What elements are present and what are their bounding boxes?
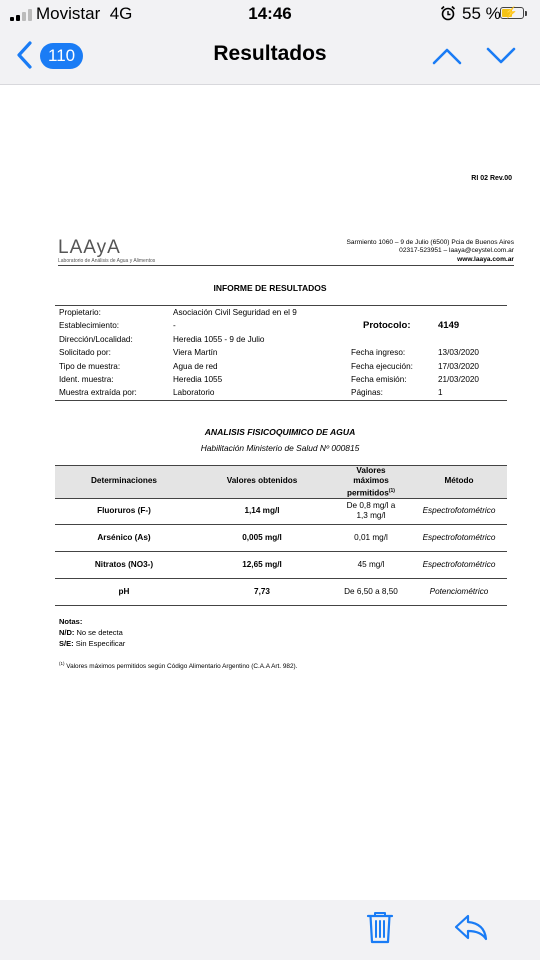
row2-determinacion: Arsénico (As) — [97, 533, 151, 542]
laaya-logo — [58, 237, 155, 264]
notes-title: Notas: — [59, 617, 83, 626]
row4-valor: 7,73 — [254, 587, 270, 596]
tipo-muestra-value: Agua de red — [173, 362, 218, 371]
lab-address — [346, 239, 514, 264]
row3-maximo: 45 mg/l — [357, 560, 385, 569]
charging-bolt-icon: ⚡ — [504, 7, 518, 19]
address-line-2: 02317-523951 – laaya@ceystel.com.ar — [399, 247, 514, 255]
row3-metodo: Espectrofotométrico — [422, 560, 496, 569]
revision-code: RI 02 Rev.00 — [471, 175, 512, 182]
protocolo-label: Protocolo: — [363, 320, 411, 331]
header-metodo: Método — [444, 476, 474, 485]
battery-percent: 55 % — [462, 4, 501, 23]
row2-metodo: Espectrofotométrico — [422, 533, 496, 542]
note-nd-value: No se detecta — [76, 628, 123, 637]
footnote-sup: (1) — [59, 661, 65, 666]
back-count-badge[interactable]: 110 — [40, 43, 83, 69]
header-valores-maximos — [331, 466, 411, 499]
tipo-muestra-label: Tipo de muestra: — [59, 362, 121, 371]
row1-determinacion: Fluoruros (F-) — [97, 506, 151, 515]
row2-divider — [55, 551, 507, 552]
row1-maximo — [331, 501, 411, 521]
info-top-rule — [55, 305, 507, 306]
establecimiento-label: Establecimiento: — [59, 321, 120, 330]
row1-maximo-line2: 1,3 mg/l — [356, 511, 386, 520]
footnote — [59, 661, 297, 670]
note-nd — [59, 628, 123, 637]
fecha-ejecucion-value: 17/03/2020 — [438, 362, 479, 371]
header-maximos-line1: Valores — [356, 466, 386, 475]
row1-maximo-line1: De 0,8 mg/l a — [346, 501, 396, 510]
row3-divider — [55, 578, 507, 579]
header-maximos-line2: máximos — [353, 476, 389, 485]
establecimiento-value: - — [173, 321, 176, 330]
header-maximos-line3: permitidos$^{(1)}$ — [347, 488, 395, 498]
note-se — [59, 639, 125, 648]
header-divider — [58, 265, 514, 266]
fecha-emision-label: Fecha emisión: — [351, 375, 407, 384]
row3-determinacion: Nitratos (NO3-) — [94, 560, 154, 569]
network-type: 4G — [109, 4, 133, 23]
info-bottom-rule — [55, 400, 507, 401]
battery-tip — [525, 11, 527, 16]
protocolo-value: 4149 — [438, 320, 460, 331]
trash-icon[interactable] — [365, 910, 395, 944]
address-line-1: Sarmiento 1060 – 9 de Julio (6500) Pcia de Buenos Aires — [346, 239, 514, 246]
row2-maximo: 0,01 mg/l — [354, 533, 388, 542]
logo-subtitle: Laboratorio de Análisis de Agua y Alimentos — [58, 258, 156, 264]
row4-determinacion: pH — [118, 587, 130, 596]
fecha-ingreso-label: Fecha ingreso: — [351, 348, 406, 357]
propietario-label: Propietario: — [59, 308, 101, 317]
reply-icon[interactable] — [454, 912, 488, 942]
direccion-label: Dirección/Localidad: — [59, 335, 133, 344]
note-se-key: S/E: — [59, 639, 74, 648]
paginas-label: Páginas: — [351, 388, 383, 397]
alarm-clock-icon — [440, 5, 456, 21]
ident-muestra-value: Heredia 1055 — [173, 375, 223, 384]
table-bottom-rule — [55, 605, 507, 606]
propietario-value: Asociación Civil Seguridad en el 9 — [173, 308, 297, 317]
paginas-value: 1 — [438, 388, 443, 397]
navigation-bar — [0, 28, 540, 85]
bottom-toolbar — [0, 900, 540, 960]
habilitacion-text: Habilitación Ministerio de Salud Nº 000815 — [200, 443, 360, 453]
previous-message-chevron-up-icon[interactable] — [432, 46, 462, 66]
footnote-text: Valores máximos permitidos según Código Alimentario Argentino (C.A.A Art. 982). — [66, 663, 298, 671]
logo-text: LAAyA — [58, 237, 121, 258]
status-bar — [0, 0, 540, 28]
header-determinaciones: Determinaciones — [91, 476, 157, 485]
direccion-value: Heredia 1055 - 9 de Julio — [173, 335, 265, 344]
address-website: www.laaya.com.ar — [457, 255, 514, 263]
next-message-chevron-down-icon[interactable] — [486, 46, 516, 66]
row2-valor: 0,005 mg/l — [242, 533, 282, 542]
row3-valor: 12,65 mg/l — [242, 560, 282, 569]
ident-muestra-label: Ident. muestra: — [59, 375, 114, 384]
fecha-emision-value: 21/03/2020 — [438, 375, 479, 384]
report-title: INFORME DE RESULTADOS — [213, 283, 327, 293]
row1-metodo: Espectrofotométrico — [422, 506, 496, 515]
status-time: 14:46 — [248, 4, 292, 23]
extraida-label: Muestra extraída por: — [59, 388, 137, 397]
fecha-ingreso-value: 13/03/2020 — [438, 348, 479, 357]
fecha-ejecucion-label: Fecha ejecución: — [351, 362, 413, 371]
page-title: Resultados — [213, 42, 327, 65]
row4-metodo: Potenciométrico — [429, 587, 489, 596]
header-maximos-sup: (1) — [388, 488, 395, 494]
note-nd-key: N/D: — [59, 628, 75, 637]
header-valores-obtenidos: Valores obtenidos — [226, 476, 298, 485]
row4-maximo: De 6,50 a 8,50 — [344, 587, 398, 596]
solicitado-label: Solicitado por: — [59, 348, 111, 357]
report-document — [0, 85, 540, 900]
analysis-title: ANALISIS FISICOQUIMICO DE AGUA — [204, 427, 356, 437]
row1-valor: 1,14 mg/l — [244, 506, 280, 515]
row1-divider — [55, 524, 507, 525]
carrier-name: Movistar 4G — [36, 4, 133, 23]
extraida-value: Laboratorio — [173, 388, 215, 397]
note-se-value: Sin Especificar — [75, 639, 126, 648]
solicitado-value: Viera Martín — [173, 348, 218, 357]
